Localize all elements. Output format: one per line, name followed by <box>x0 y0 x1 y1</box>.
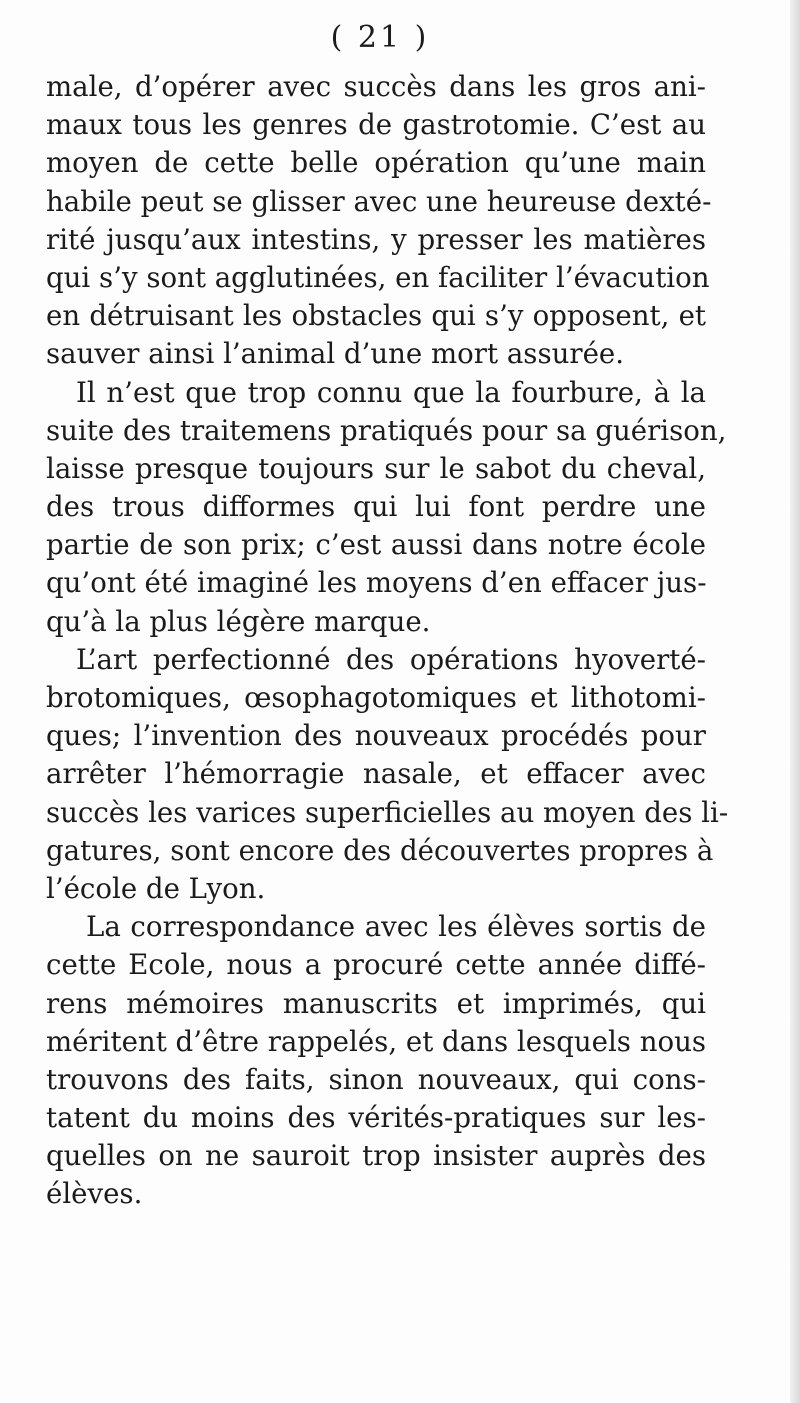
text-line: méritent d’être rappelés, et dans lesquels nous <box>46 1024 707 1058</box>
page-gutter <box>790 0 800 1403</box>
text-line: succès les varices superficielles au moyen des li- <box>46 795 729 829</box>
text-line: moyen de cette belle opération qu’une main <box>46 146 706 180</box>
text-line: partie de son prix; c’est aussi dans notre école <box>46 528 706 562</box>
text-line: qui s’y sont agglutinées, en faciliter l’évacution <box>46 260 710 294</box>
text-line: tatent du moins des vérités-pratiques sur les- <box>46 1101 706 1135</box>
text-line: qu’ont été imaginé les moyens d’en effacer jus- <box>46 566 707 600</box>
text-line: ques; l’invention des nouveaux procédés pour <box>46 719 706 753</box>
text-line: cette Ecole, nous a procuré cette année diffé- <box>46 948 706 982</box>
text-line: male, d’opérer avec succès dans les gros ani- <box>46 70 706 103</box>
page-number: ( 21 ) <box>330 20 430 55</box>
paragraph-3 <box>46 641 729 908</box>
paragraph-2 <box>46 374 727 641</box>
text-line: Il n’est que trop connu que la fourbure, à la <box>76 375 706 409</box>
text-line: suite des traitemens pratiqués pour sa guérison, <box>46 413 727 447</box>
text-line: L’art perfectionné des opérations hyoverté- <box>76 642 706 676</box>
text-line: sauver ainsi l’animal d’une mort assurée. <box>46 337 625 371</box>
text-line: rens mémoires manuscrits et imprimés, qui <box>46 986 706 1020</box>
paragraph-1 <box>46 68 712 374</box>
text-line: l’école de Lyon. <box>46 871 266 905</box>
text-line: gatures, sont encore des découvertes propres à <box>46 833 714 867</box>
text-line: La correspondance avec les élèves sortis de <box>86 910 706 944</box>
text-line: rité jusqu’aux intestins, y presser les matières <box>46 222 706 256</box>
paragraph-4 <box>46 908 706 1214</box>
text-line: des trous difformes qui lui font perdre une <box>46 490 706 524</box>
text-line: quelles on ne sauroit trop insister auprès des <box>46 1139 706 1173</box>
text-line: habile peut se glisser avec une heureuse dexté- <box>46 184 712 218</box>
text-line: laisse presque toujours sur le sabot du cheval, <box>46 451 706 485</box>
text-line: qu’à la plus légère marque. <box>46 604 431 638</box>
text-line: arrêter l’hémorragie nasale, et effacer avec <box>46 757 706 791</box>
text-line: trouvons des faits, sinon nouveaux, qui cons- <box>46 1062 706 1096</box>
body-text <box>46 68 729 1214</box>
text-line: élèves. <box>46 1177 143 1211</box>
text-line: en détruisant les obstacles qui s’y opposent, et <box>46 299 706 333</box>
text-line: brotomiques, œsophagotomiques et lithotomi- <box>46 681 706 714</box>
text-line: maux tous les genres de gastrotomie. C’est au <box>46 108 706 142</box>
